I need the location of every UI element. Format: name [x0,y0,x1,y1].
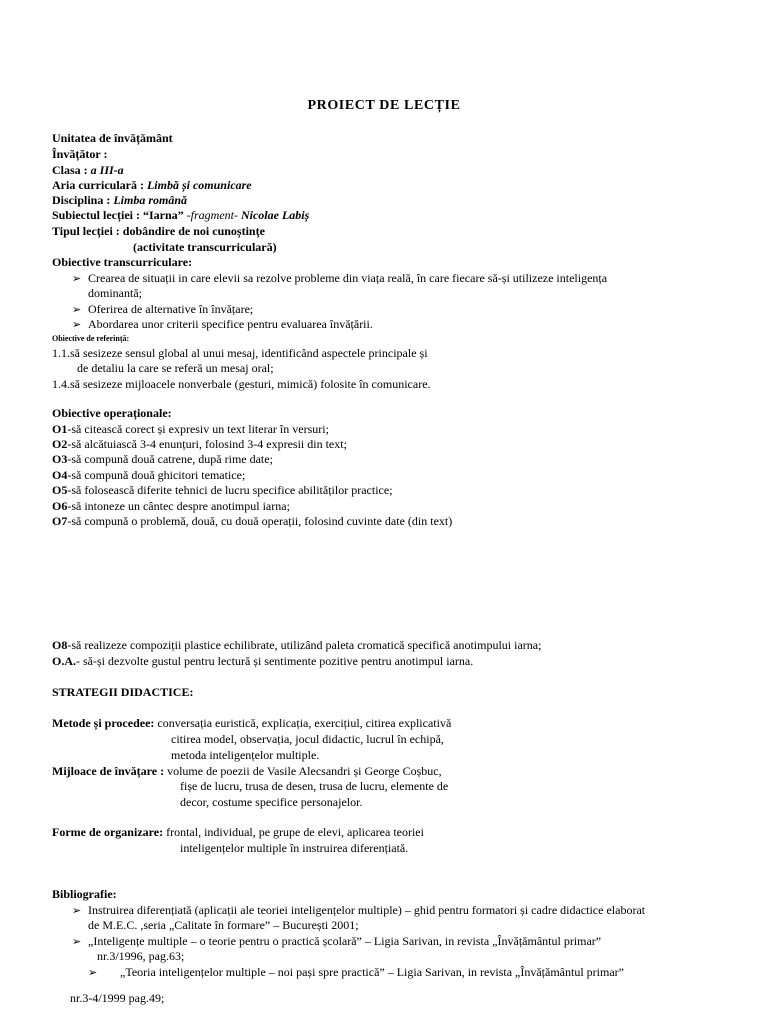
obiectiv-o8: O8-să realizeze compoziții plastice echilibrate, utilizând paleta cromatică specifică anotimpului iarna; [52,638,542,652]
mijloace-label: Mijloace de învățare : [52,764,165,778]
bibliografie-item-1: ➢ Instruirea diferențiată (aplicații ale teoriei inteligențelor multiple) – ghid pentru formatori și cadre didactice elaborat [72,903,646,917]
metode-line-2: citirea model, observația, jocul didactic, lucrul în echipă, [171,732,444,746]
aria-line [52,178,252,193]
transcurriculare-item-1-cont: dominantă; [88,286,142,300]
bibliografie-item-1-cont: de M.E.C. ,seria „Calitate în formare” – București 2001; [88,918,359,932]
metode-label: Metode și procedee: [52,716,155,730]
clasa-value: a III-a [90,163,124,177]
bibliografie-item-2: ➢ „Inteligențe multiple – o teorie pentru o practică școlară” – Ligia Sarivan, in revista „Învățământul primar” [72,934,602,948]
tipul-line: Tipul lecției : dobândire de noi cunoștințe [52,224,265,238]
referinta-line-1: 1.1.să sesizeze sensul global al unui mesaj, identificând aspectele principale și [52,346,428,360]
clasa-label: Clasa : [52,163,91,177]
mijloace-line-1: Mijloace de învățare : volume de poezii de Vasile Alecsandri și George Coșbuc, [52,764,442,778]
disciplina-label: Disciplina : [52,193,114,207]
transcurriculare-item-3: ➢ Abordarea unor criterii specifice pentru evaluarea învățării. [72,317,373,331]
transcurriculare-item-1: ➢ Crearea de situații in care elevii sa rezolve probleme din viața reală, în care fiecare să-și utilizeze inteligența [72,271,608,285]
forme-line-1: Forme de organizare: frontal, individual, pe grupe de elevi, aplicarea teoriei [52,825,424,839]
invatator-line: Învățător : [52,147,108,161]
obiectiv-o4: O4-să compună două ghicitori tematice; [52,468,246,482]
referinta-heading: Obiective de referință: [52,334,130,343]
mijloace-line-2: fișe de lucru, trusa de desen, trusa de lucru, elemente de [180,779,449,793]
transcurriculare-heading: Obiective transcurriculare: [52,255,193,269]
bibliografie-heading: Bibliografie: [52,887,117,901]
forme-label: Forme de organizare: [52,825,164,839]
arrow-bullet-icon: ➢ [72,905,82,917]
metode-line-3: metoda inteligențelor multiple. [171,748,320,762]
forme-line-2: inteligențelor multiple în instruirea diferențiată. [180,841,409,855]
operationale-heading: Obiective operaționale: [52,406,172,420]
subiect-author: Nicolae Labiș [240,208,310,222]
subiect-label: Subiectul lecției : [52,208,143,222]
mijloace-line-3: decor, costume specifice personajelor. [180,795,363,809]
obiectiv-o1: O1-să citească corect și expresiv un text literar în versuri; [52,422,329,436]
subiect-fragment: -fragment- [183,208,241,222]
arrow-bullet-icon: ➢ [72,273,82,285]
arrow-bullet-icon: ➢ [72,936,82,948]
strategii-heading: STRATEGII DIDACTICE: [52,685,194,699]
disciplina-value: Limba română [113,193,188,207]
obiectiv-oa: O.A.- să-și dezvolte gustul pentru lectură și sentimente pozitive pentru anotimpul iarna. [52,654,474,668]
arrow-bullet-icon: ➢ [72,304,82,316]
subiect-title: “Iarna” [142,208,184,222]
clasa-line [52,163,124,178]
bibliografie-item-2-cont: nr.3/1996, pag.63; [97,949,185,963]
metode-line-1: Metode și procedee: conversația euristică, explicația, exercițiul, citirea explicativă [52,716,452,730]
obiectiv-o3: O3-să compună două catrene, după rime date; [52,452,273,466]
tipul-sub-line: (activitate transcurriculară) [133,240,277,254]
obiectiv-o5: O5-să folosească diferite tehnici de lucru specifice abilităților practice; [52,483,393,497]
bibliografie-item-3-cont: nr.3-4/1999 pag.49; [70,991,165,1005]
aria-label: Aria curriculară : [52,178,147,192]
aria-value: Limbă și comunicare [146,178,252,192]
transcurriculare-item-2: ➢ Oferirea de alternative în învățare; [72,302,254,316]
page-title: PROIECT DE LECȚIE [307,98,461,113]
obiectiv-o7: O7-să compună o problemă, două, cu două operații, folosind cuvinte date (din text) [52,514,453,528]
unitatea-line: Unitatea de învățământ [52,131,173,145]
arrow-bullet-icon: ➢ [88,967,98,979]
referinta-line-2: de detaliu la care se referă un mesaj oral; [77,361,274,375]
obiectiv-o6: O6-să intoneze un cântec despre anotimpul iarna; [52,499,290,513]
referinta-line-3: 1.4.să sesizeze mijloacele nonverbale (gesturi, mimică) folosite în comunicare. [52,377,431,391]
arrow-bullet-icon: ➢ [72,319,82,331]
bibliografie-item-3: ➢ „Teoria inteligențelor multiple – noi pași spre practică” – Ligia Sarivan, in revista „Învățământul primar” [88,965,624,979]
subiect-line [52,208,309,223]
obiectiv-o2: O2-să alcătuiască 3-4 enunțuri, folosind 3-4 expresii din text; [52,437,347,451]
disciplina-line [52,193,187,208]
